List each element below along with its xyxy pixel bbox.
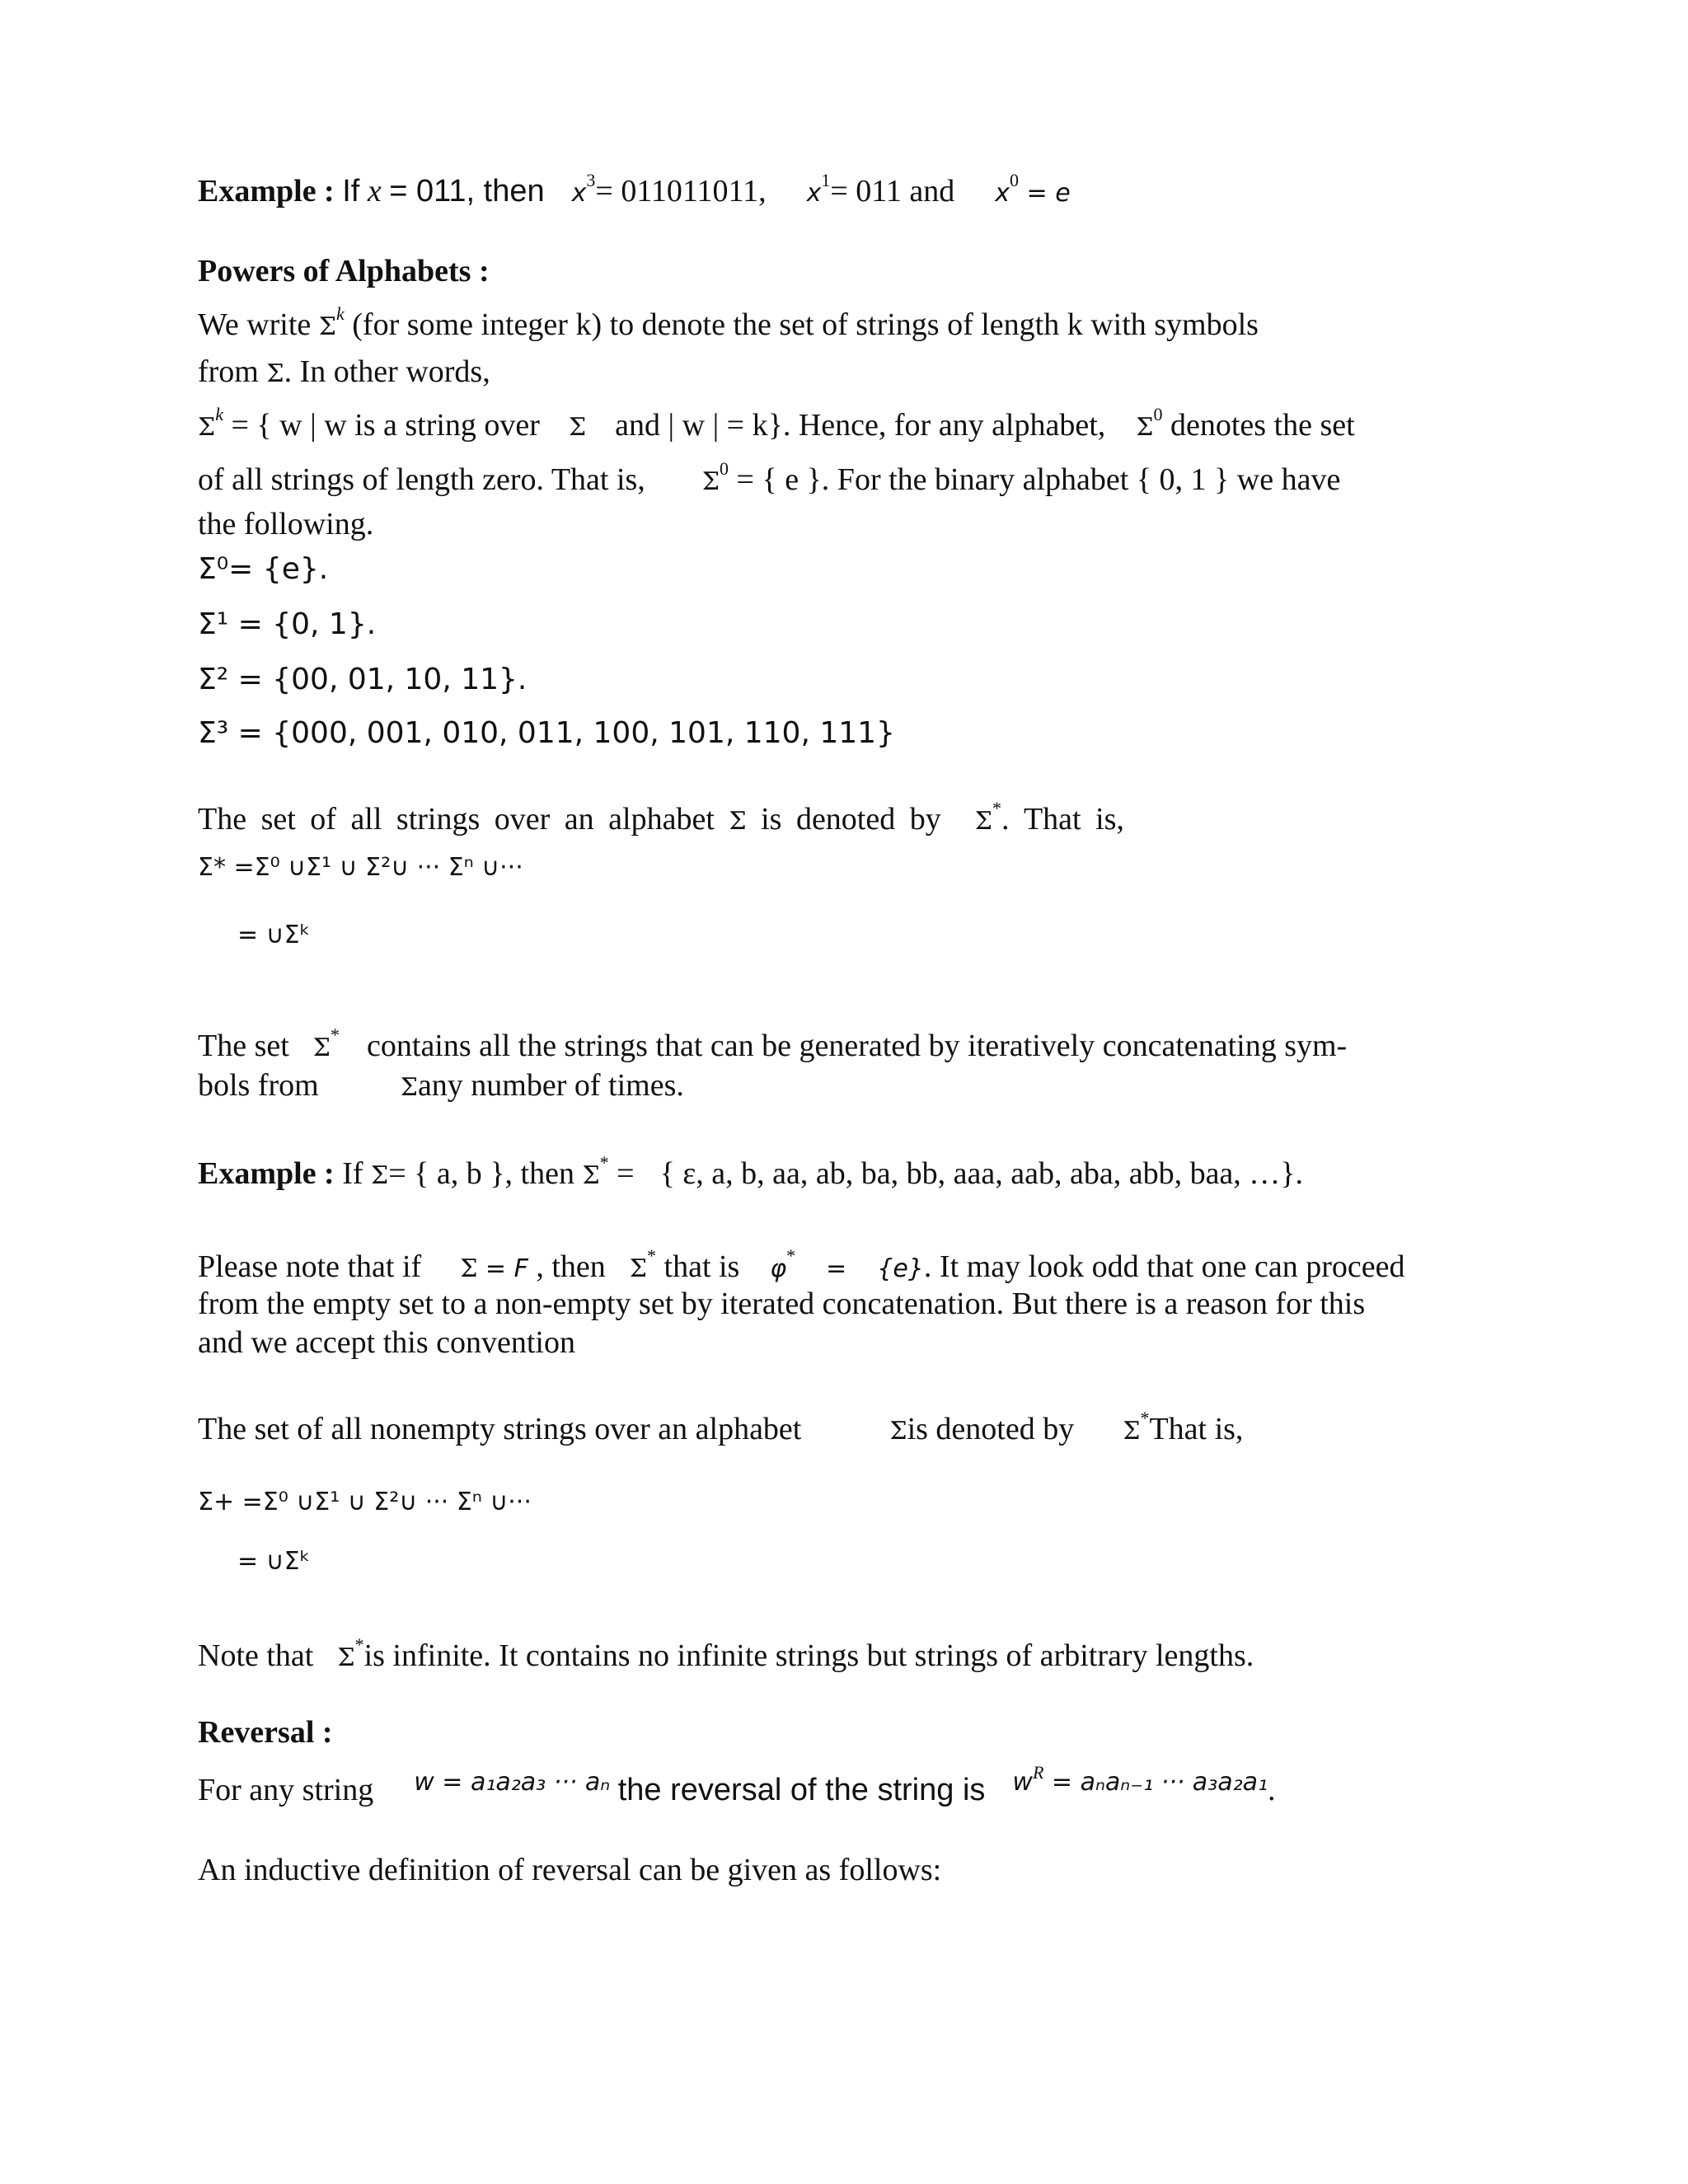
paragraph-line: the following. (198, 507, 374, 541)
example-label: Example : (198, 174, 335, 209)
sigma-star-formula: Σ* =Σ⁰ ∪Σ¹ ∪ Σ²∪ ··· Σⁿ ∪··· (198, 853, 523, 882)
sup: * (354, 1634, 364, 1655)
sigma-symbol: Σ (701, 467, 720, 496)
sup: 0 (1153, 404, 1163, 424)
text: Please note that if (198, 1249, 422, 1284)
sigma-symbol: Σ (198, 413, 216, 442)
text: bols from (198, 1068, 319, 1103)
text: (for some integer k) to denote the set of strings of length k with symbols (352, 307, 1259, 342)
paragraph-line (198, 1634, 1254, 1673)
text: = { a, b }, then (388, 1156, 574, 1191)
sigma-symbol: Σ (729, 807, 747, 836)
phi-symbol: φ (770, 1254, 787, 1283)
text: The set of all strings over an alphabet (198, 802, 715, 837)
sigma-symbol: Σ (400, 1073, 418, 1102)
text: = 011 and (830, 174, 955, 209)
example-x-powers (198, 170, 1071, 209)
text: = e (1026, 179, 1071, 208)
text: . (1268, 1773, 1276, 1807)
text: {e} (877, 1254, 924, 1283)
paragraph-line (198, 1070, 684, 1101)
text: If (342, 1156, 363, 1191)
sup: * (647, 1245, 657, 1266)
sup: R (1032, 1762, 1044, 1783)
reversal-w-formula: w = a₁a₂a₃ ··· aₙ (414, 1768, 611, 1797)
paragraph-line (198, 1245, 1405, 1284)
sigma1-set: Σ¹ = {0, 1}. (198, 607, 377, 641)
example-sigma-star (198, 1152, 1304, 1191)
text: that is (663, 1249, 740, 1284)
text: For any string (198, 1773, 374, 1807)
paragraph-line (198, 356, 490, 387)
text: . In other words, (284, 354, 490, 389)
sigma-symbol: Σ (974, 807, 992, 836)
text: any number of times. (417, 1068, 684, 1103)
sup: 0 (1010, 170, 1020, 190)
paragraph-line (198, 1762, 1276, 1807)
var-x3: x (571, 179, 587, 208)
sigma-symbol: Σ (337, 1643, 355, 1672)
sigma-plus-union: = ∪Σᵏ (237, 1547, 311, 1576)
text: . It may look odd that one can proceed (923, 1249, 1405, 1284)
text: is infinite. It contains no infinite strings but strings of arbitrary lengths. (363, 1638, 1254, 1673)
text: is denoted by (907, 1412, 1075, 1446)
text: { ε, a, b, aa, ab, ba, bb, aaa, aab, aba, abb, baa, …}. (659, 1156, 1304, 1191)
sigma-symbol: Σ (312, 1033, 331, 1062)
sigma-plus-formula: Σ+ =Σ⁰ ∪Σ¹ ∪ Σ²∪ ··· Σⁿ ∪··· (198, 1488, 532, 1516)
text: The set (198, 1029, 289, 1063)
sup: * (1140, 1408, 1150, 1428)
reversal-wr-formula: = aₙaₙ₋₁ ··· a₃a₂a₁ (1051, 1768, 1268, 1797)
text: = (826, 1254, 847, 1283)
paragraph-line (198, 1408, 1244, 1446)
text: the reversal of the string is (617, 1773, 986, 1807)
sup: * (786, 1245, 796, 1266)
text: We write (198, 307, 312, 342)
sigma-symbol: Σ (582, 1161, 600, 1190)
text: That is, (1149, 1412, 1244, 1446)
text: , then (536, 1249, 606, 1284)
text: If (342, 174, 360, 209)
section-heading-powers: Powers of Alphabets : (198, 254, 490, 288)
sup: k (336, 303, 345, 324)
text: = 011, then (389, 174, 545, 209)
sup: 0 (720, 458, 729, 479)
text: denotes the set (1170, 408, 1355, 443)
text: = (617, 1156, 635, 1191)
example-label: Example : (198, 1156, 335, 1191)
sigma-symbol: Σ (568, 413, 587, 442)
paragraph-line (198, 1024, 1348, 1063)
sigma-symbol: Σ (629, 1254, 648, 1283)
var-x1: x (806, 179, 822, 208)
sup: k (215, 404, 223, 424)
text: = { e }. For the binary alphabet { 0, 1 } we have (736, 462, 1341, 497)
sigma-symbol: Σ (460, 1254, 478, 1283)
sigma0-set: Σ⁰= {e}. (198, 552, 329, 586)
sigma-symbol: Σ (318, 312, 336, 341)
text: is denoted by (761, 802, 941, 837)
text: from (198, 354, 259, 389)
text: and | w | = k}. Hence, for any alphabet, (615, 408, 1106, 443)
section-heading-reversal: Reversal : (198, 1715, 333, 1750)
paragraph-line (198, 404, 1355, 443)
text: The set of all nonempty strings over an alphabet (198, 1412, 802, 1446)
text: = 011011011, (595, 174, 767, 209)
sup: 1 (821, 170, 831, 190)
text: of all strings of length zero. That is, (198, 462, 645, 497)
sigma-symbol: Σ (1123, 1417, 1141, 1446)
sigma3-set: Σ³ = {000, 001, 010, 011, 100, 101, 110, 111} (198, 716, 895, 750)
text: . That is, (1001, 802, 1124, 837)
sup: 3 (586, 170, 596, 190)
paragraph-line (198, 303, 1259, 342)
sigma-symbol: Σ (1136, 413, 1154, 442)
paragraph-line: An inductive definition of reversal can be given as follows: (198, 1853, 942, 1887)
text: = F (485, 1254, 528, 1283)
sigma-symbol: Σ (266, 359, 284, 388)
sup: * (992, 798, 1001, 818)
var-w: w (1012, 1768, 1033, 1797)
sup: * (331, 1024, 340, 1045)
paragraph-line: from the empty set to a non-empty set by iterated concatenation. But there is a reason for this (198, 1286, 1366, 1321)
sigma-symbol: Σ (371, 1161, 389, 1190)
sigma-star-union: = ∪Σᵏ (237, 921, 311, 949)
sigma-symbol: Σ (889, 1417, 907, 1446)
text: Note that (198, 1638, 314, 1673)
paragraph-line: and we accept this convention (198, 1325, 575, 1360)
sup: * (599, 1152, 609, 1173)
paragraph-line (198, 458, 1341, 497)
sigma2-set: Σ² = {00, 01, 10, 11}. (198, 663, 528, 696)
var-x: x (367, 174, 382, 209)
var-x0: x (995, 179, 1010, 208)
paragraph-line (198, 798, 1124, 837)
text: contains all the strings that can be generated by iteratively concatenating sym- (367, 1029, 1348, 1063)
text: = { w | w is a string over (231, 408, 540, 443)
